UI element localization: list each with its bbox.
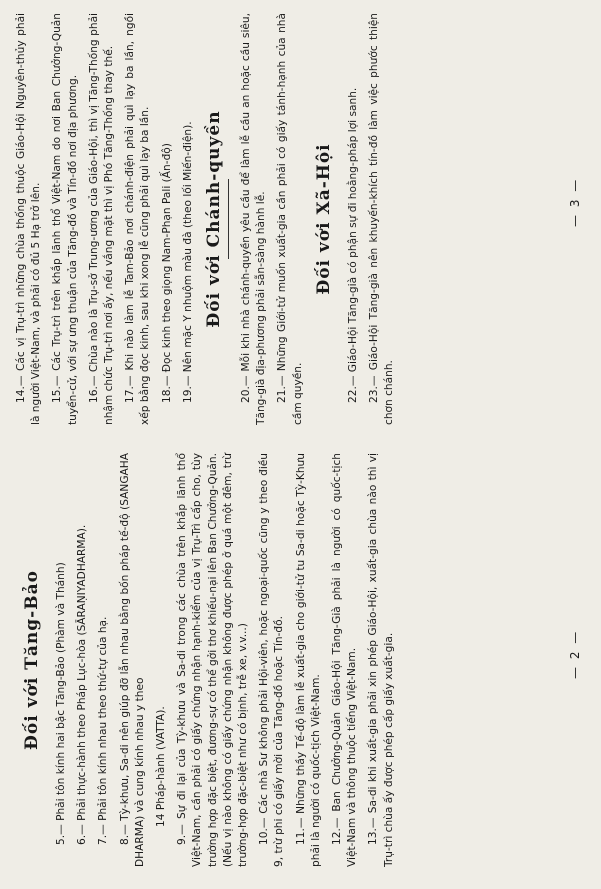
paragraph: 16.— Chùa nào là Trụ-sở Trung-ương của Giáo-Hội, thì vị Tăng-Thống phải nhậm chức Trụ-trì nơi ấy, nếu vắng mặt thì vị Phó Tăng-Thống thay thế. xyxy=(87,13,116,425)
paragraph: 23.— Giáo-Hội Tăng-già nên khuyến-khích tín-đồ làm việc phước thiện chơn chánh. xyxy=(368,13,396,425)
paragraph: 8.— Tỳ-khưu, Sa-di nên giúp đỡ lẫn nhau bằng bốn pháp tế-độ (SANGAHA DHARMA) và cung kính nhau y theo xyxy=(118,453,146,867)
page-number-right: — 3 — xyxy=(568,177,582,227)
paragraph: 21.— Những Giới-tử muốn xuất-gia cần phải có giấy tánh-hạnh của nhà cầm quyền. xyxy=(276,13,304,425)
page-number-left: — 2 — xyxy=(568,629,582,679)
paragraph: 14 Pháp-hành (VATTA). xyxy=(155,706,168,827)
paragraph: 7.— Phải tôn kính nhau theo thứ-tự của hạ. xyxy=(97,616,110,845)
paragraph: 11.— Những thầy Tế-độ làm lễ xuất-gia cho giới-tử tu Sa-di hoặc Tỳ-Khưu phải là người có quốc-tịch Việt-Nam. xyxy=(294,453,322,867)
page-right xyxy=(0,7,601,437)
paragraph: 10.— Các nhà Sư không phải Hội-viên, hoặc ngoại-quốc cũng y theo điều 9, trừ phi có giấy mời của Tăng-đồ hoặc Tín-đồ. xyxy=(258,453,286,867)
paragraph: 18.— Đọc kinh theo giọng Nam-Phạn Pali (Ấn-độ) xyxy=(160,143,173,403)
page-left xyxy=(0,447,601,877)
paragraph: 20.— Mỗi khi nhà chánh-quyền yêu cầu để làm lễ cầu an hoặc cầu siêu, Tăng-già địa-phương phải sẵn-sàng hành lễ. xyxy=(240,13,268,425)
paragraph: 12.— Ban Chưởng-Quản Giáo-Hội Tăng-Già phải là người có quốc-tịch Việt-Nam và thông thuộc tiếng Việt-Nam. xyxy=(331,453,359,867)
section-heading-xa-hoi: Đối với Xã-Hội xyxy=(313,143,334,295)
paragraph: 5.— Phải tôn kính hai bậc Tăng-Bảo (Phàm và Thánh) xyxy=(55,562,67,845)
paragraph: 17.— Khi nào làm lễ Tam-Bảo nơi chánh-điện phải quì lạy ba lần, ngồi xếp bằng đọc kinh, sau khi xong lễ cũng phải quì lạy ba lần. xyxy=(124,13,152,425)
heading-underline xyxy=(228,179,229,259)
paragraph: 9.— Sự đi lại của Tỳ-khưu và Sa-di trong các chùa trên khắp lãnh thổ Việt-Nam, cần phải có giấy chứng nhận hạnh-kiểm của vị Trụ-Trì cấp cho, tùy trường hợp đặc biệt, đương-sự có thể gởi thơ khiếu-nại lên Ban Chưởng-Quản. (Nếu vị nào không có giấy chứng nhận không được phép ở quá một đêm, trừ trường-hợp đặc-biệt như có bịnh, trễ xe, v.v...) xyxy=(176,453,250,867)
paragraph: 13.— Sa-di khi xuất-gia phải xin phép Giáo-Hội, xuất-gia chùa nào thì vị Trụ-trì chùa ấy được phép cấp giấy xuất-gia. xyxy=(367,453,395,867)
paragraph: 6.— Phải thực-hành theo Pháp Lục-hòa (SĀRAṆIYADHARMA). xyxy=(76,524,89,845)
section-heading-tang-bao: Đối với Tăng-Bảo xyxy=(22,570,42,750)
section-heading-chanh-quyen: Đối với Chánh-quyền xyxy=(204,110,225,328)
paragraph: 19.— Nên mặc Y nhuộm màu đà (theo lối Miến-điện). xyxy=(181,121,194,403)
paragraph: 14.— Các vị Trụ-trì những chùa thống thuộc Giáo-Hội Nguyên-thủy phải là người Việt-Nam, và phải có đủ 5 Hạ trở lên. xyxy=(15,13,43,425)
paragraph: 15.— Các Trụ-trì trên khắp lãnh thổ Việt-Nam do nơi Ban Chưởng-Quản tuyển-cử, với sự ưng thuận của Tăng-đồ và Tín-đồ nơi địa phương. xyxy=(51,13,79,425)
paragraph: 22.— Giáo-Hội Tăng-già có phận sự đi hoằng-pháp lợi sanh. xyxy=(346,87,359,403)
